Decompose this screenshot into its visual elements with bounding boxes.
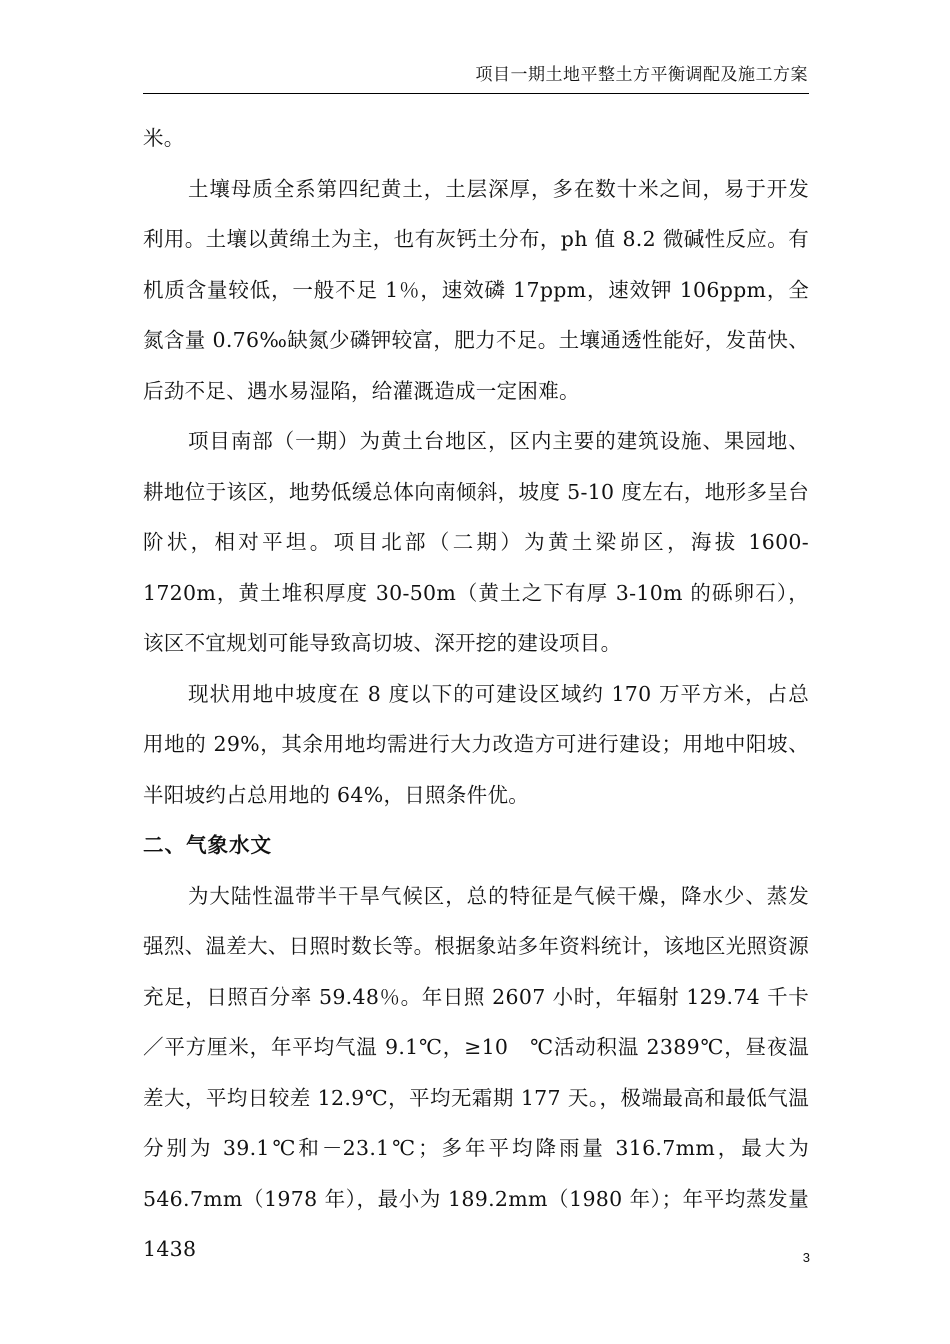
document-body — [143, 113, 809, 1275]
section-heading: 二、气象水文 — [143, 833, 272, 857]
header-divider — [143, 93, 809, 94]
paragraph-land-use: 现状用地中坡度在 8 度以下的可建设区域约 170 万平方米，占总用地的 29%，其余用地均需进行大力改造方可进行建设；用地中阳坡、半阳坡约占总用地的 64%，日照条件优。 — [143, 681, 809, 807]
page-header-title: 项目一期土地平整土方平衡调配及施工方案 — [475, 65, 808, 85]
paragraph-soil: 土壤母质全系第四纪黄土，土层深厚，多在数十米之间，易于开发利用。土壤以黄绵土为主，也有灰钙土分布，ph 值 8.2 微碱性反应。有机质含量较低，一般不足 1％，速效磷 17ppm，速效钾 106ppm，全氮含量 0.76‰缺氮少磷钾较富，肥力不足。土壤通透性能好，发苗快、后劲不足、遇水易湿陷，给灌溉造成一定困难。 — [143, 176, 809, 403]
paragraph-terrain: 项目南部（一期）为黄土台地区，区内主要的建筑设施、果园地、耕地位于该区，地势低缓总体向南倾斜，坡度 5-10 度左右，地形多呈台阶状，相对平坦。项目北部（二期）为黄土梁峁区，海拔 1600-1720m，黄土堆积厚度 30-50m（黄土之下有厚 3-10m 的砾卵石），该区不宜规划可能导致高切坡、深开挖的建设项目。 — [143, 429, 809, 655]
paragraph-continuation: 米。 — [143, 126, 185, 150]
page-number: 3 — [802, 1250, 810, 1265]
paragraph-climate: 为大陆性温带半干旱气候区，总的特征是气候干燥，降水少、蒸发强烈、温差大、日照时数长等。根据象站多年资料统计，该地区光照资源充足，日照百分率 59.48％。年日照 2607 小时，年辐射 129.74 千卡／平方厘米，年平均气温 9.1℃，≥10 ℃活动积温 2389℃，昼夜温差大，平均日较差 12.9℃，平均无霜期 177 天。，极端最高和最低气温分别为 39.1℃和－23.1℃；多年平均降雨量 316.7mm，最大为 546.7mm（1978 年），最小为 189.2mm（1980 年）；年平均蒸发量 1438 — [143, 883, 809, 1261]
